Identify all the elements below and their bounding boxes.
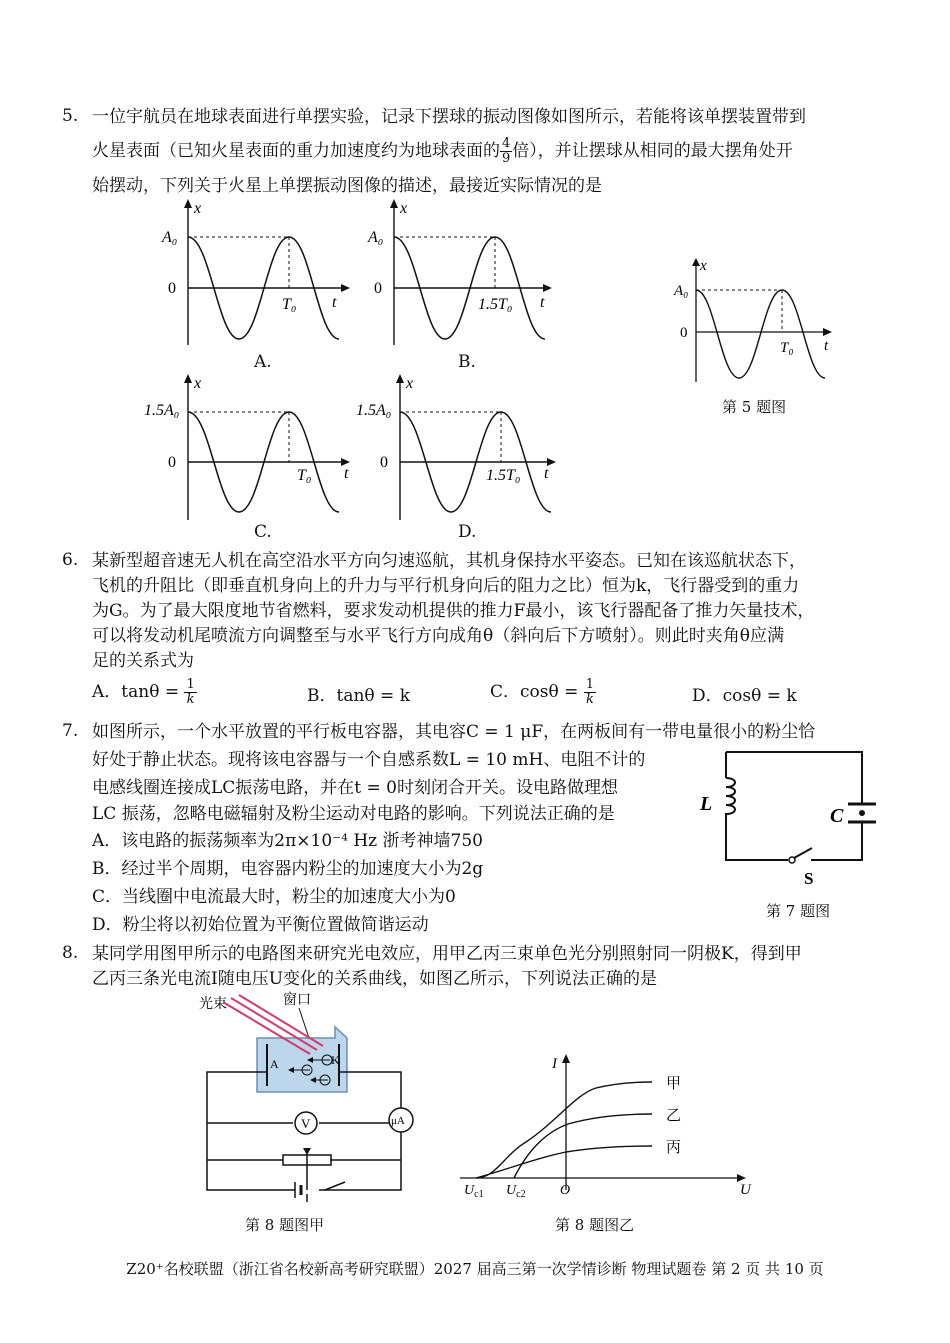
origin-label: 0	[374, 280, 382, 297]
axis-t-label: t	[824, 338, 829, 354]
q6-option-b[interactable]: B．tanθ = k	[307, 686, 410, 706]
uc1-label	[464, 1183, 484, 1200]
q6-option-c[interactable]	[490, 672, 596, 712]
lc-circuit-diagram	[696, 742, 876, 892]
question-6-line-4: 可以将发动机尾喷流方向调整至与水平飞行方向成角θ（斜向后下方喷射）。则此时夹角θ应满	[92, 626, 784, 646]
q6-option-a-text: A．tanθ =	[92, 682, 180, 702]
question-5-line-2b: 倍），并让摆球从相同的最大摆角处开	[512, 141, 793, 161]
option-c-amplitude-label: 1.5A₀	[144, 402, 180, 419]
origin-label: 0	[380, 454, 388, 471]
cathode-label: K	[331, 1053, 340, 1067]
q6-option-c-fraction	[584, 678, 596, 707]
option-b-graph	[356, 195, 566, 375]
option-d-label[interactable]: D.	[458, 522, 477, 542]
question-5-number: 5.	[62, 106, 79, 126]
question-5-line-1: 一位宇航员在地球表面进行单摆实验，记录下摆球的振动图像如图所示，若能将该单摆装置带到	[92, 107, 806, 127]
q6-option-c-text: C．cosθ =	[490, 682, 579, 702]
q6-option-d[interactable]: D．cosθ = k	[692, 686, 797, 706]
axis-t-label: t	[540, 294, 545, 311]
axis-x-label: x	[700, 258, 707, 274]
q5-reference-graph	[672, 254, 842, 389]
question-6-line-2: 飞机的升阻比（即垂直机身向上的升力与平行机身向后的阻力之比）恒为k，飞行器受到的重力	[92, 576, 800, 596]
question-5-line-2	[92, 136, 793, 166]
option-d-graph	[356, 370, 572, 540]
question-8-line-2: 乙丙三条光电流I随电压U变化的关系曲线，如图乙所示，下列说法正确的是	[92, 969, 658, 989]
inductor-label: L	[700, 793, 713, 815]
option-a-graph	[150, 195, 360, 375]
origin-label: 0	[680, 325, 688, 341]
switch	[789, 848, 812, 863]
axis-t-label: t	[344, 465, 349, 482]
q7-option-b[interactable]: B．经过半个周期，电容器内粉尘的加速度大小为2g	[92, 859, 484, 879]
option-b-amplitude-label: A₀	[368, 229, 384, 246]
gravity-ratio-fraction	[500, 137, 512, 166]
option-a-period-label: T₀	[282, 296, 297, 313]
option-c-label[interactable]: C.	[254, 522, 272, 542]
axis-x-label: x	[194, 200, 202, 217]
option-d-amplitude-label: 1.5A₀	[356, 402, 392, 419]
fraction-denominator: k	[186, 692, 195, 707]
axis-t-label: t	[332, 294, 337, 311]
question-7-line-3: 电感线圈连接成LC振荡电路，并在t = 0时刻闭合开关。设电路做理想	[92, 778, 618, 798]
fraction-denominator: k	[585, 692, 594, 707]
reference-amplitude-label: A₀	[674, 283, 689, 299]
option-a-amplitude-label: A₀	[162, 229, 178, 246]
fraction-denominator: 9	[502, 151, 511, 166]
axis-i-label: I	[552, 1056, 557, 1072]
reference-period-label: T₀	[780, 340, 794, 356]
q6-option-a-fraction	[184, 678, 196, 707]
question-6-line-1: 某新型超音速无人机在高空沿水平方向匀速巡航，其机身保持水平姿态。已知在该巡航状态下，	[92, 551, 806, 571]
uc1-subscript: c1	[474, 1189, 484, 1200]
q8-figure-b-caption: 第 8 题图乙	[555, 1216, 635, 1234]
voltmeter-label: V	[301, 1116, 311, 1131]
microammeter	[389, 1108, 413, 1132]
axis-u-label: U	[740, 1182, 751, 1198]
q7-option-d[interactable]: D．粉尘将以初始位置为平衡位置做简谐运动	[92, 915, 429, 935]
option-b-period-label: 1.5T₀	[478, 296, 513, 313]
uc2-subscript: c2	[516, 1189, 526, 1200]
curve-yi-label: 乙	[666, 1108, 682, 1124]
switch-label: S	[804, 869, 814, 888]
q7-option-c[interactable]: C．当线圈中电流最大时，粉尘的加速度大小为0	[92, 887, 456, 907]
light-beam-label: 光束	[199, 997, 227, 1012]
inductor-coil	[726, 778, 735, 830]
question-7-line-2: 好处于静止状态。现将该电容器与一个自感系数L = 10 mH、电阻不计的	[92, 750, 646, 770]
iu-curve-graph	[456, 1050, 756, 1200]
uc2-main: U	[506, 1183, 517, 1198]
origin-label: O	[560, 1183, 571, 1198]
question-5-line-2a: 火星表面（已知火星表面的重力加速度约为地球表面的	[92, 141, 500, 161]
q8-figure-a-caption: 第 8 题图甲	[245, 1216, 325, 1234]
option-c-graph	[144, 370, 360, 540]
option-d-axes	[396, 374, 556, 520]
question-6-line-5: 足的关系式为	[92, 651, 194, 671]
curve-jia-label: 甲	[666, 1076, 682, 1092]
option-d-period-label: 1.5T₀	[486, 467, 521, 484]
voltmeter	[295, 1112, 317, 1134]
rheostat	[283, 1148, 331, 1180]
origin-label: 0	[168, 280, 176, 297]
question-8-line-1: 某同学用图甲所示的电路图来研究光电效应，用甲乙丙三束单色光分别照射同一阴极K，得到甲	[92, 944, 802, 964]
q5-figure-caption: 第 5 题图	[722, 398, 787, 416]
q7-option-a[interactable]: A．该电路的振荡频率为2π×10⁻⁴ Hz 浙考神墙750	[92, 831, 483, 851]
fraction-numerator: 1	[186, 677, 195, 692]
q7-figure-caption: 第 7 题图	[766, 902, 831, 920]
question-6-line-3: 为G。为了最大限度地节省燃料，要求发动机提供的推力F最小，该飞行器配备了推力矢量技术，	[92, 601, 815, 621]
axis-x-label: x	[194, 375, 202, 392]
question-5-line-3: 始摆动，下列关于火星上单摆振动图像的描述，最接近实际情况的是	[92, 176, 602, 196]
question-7-line-1: 如图所示，一个水平放置的平行板电容器，其电容C = 1 μF，在两板间有一带电量很小的粉尘恰	[92, 722, 816, 742]
curve-bing-label: 丙	[666, 1140, 682, 1156]
capacitor-label: C	[830, 805, 844, 827]
question-7-line-4: LC 振荡，忽略电磁辐射及粉尘运动对电路的影响。下列说法正确的是	[92, 804, 615, 824]
uc1-main: U	[464, 1183, 475, 1198]
window-label: 窗口	[283, 993, 311, 1008]
anode-label: A	[270, 1057, 279, 1071]
axis-x-label: x	[406, 375, 414, 392]
fraction-numerator: 4	[502, 136, 511, 151]
option-a-label[interactable]: A.	[254, 352, 272, 372]
uc2-label	[506, 1183, 526, 1200]
question-6-number: 6.	[62, 550, 79, 570]
option-b-label[interactable]: B.	[458, 352, 476, 372]
photoelectric-circuit-diagram	[195, 992, 425, 1217]
capacitor	[848, 804, 876, 822]
question-8-number: 8.	[62, 943, 79, 963]
page-footer: Z20⁺名校联盟（浙江省名校新高考研究联盟）2027 届高三第一次学情诊断 物理试题卷 第 2 页 共 10 页	[126, 1260, 824, 1278]
microammeter-label: μA	[391, 1115, 405, 1127]
origin-label: 0	[168, 454, 176, 471]
reference-curve	[696, 290, 825, 378]
axis-x-label: x	[400, 200, 408, 217]
axis-t-label: t	[544, 465, 549, 482]
question-7-number: 7.	[62, 721, 79, 741]
option-c-period-label: T₀	[297, 467, 312, 484]
q6-option-a[interactable]	[92, 672, 197, 712]
curve-jia	[476, 1082, 652, 1178]
fraction-numerator: 1	[585, 677, 595, 692]
